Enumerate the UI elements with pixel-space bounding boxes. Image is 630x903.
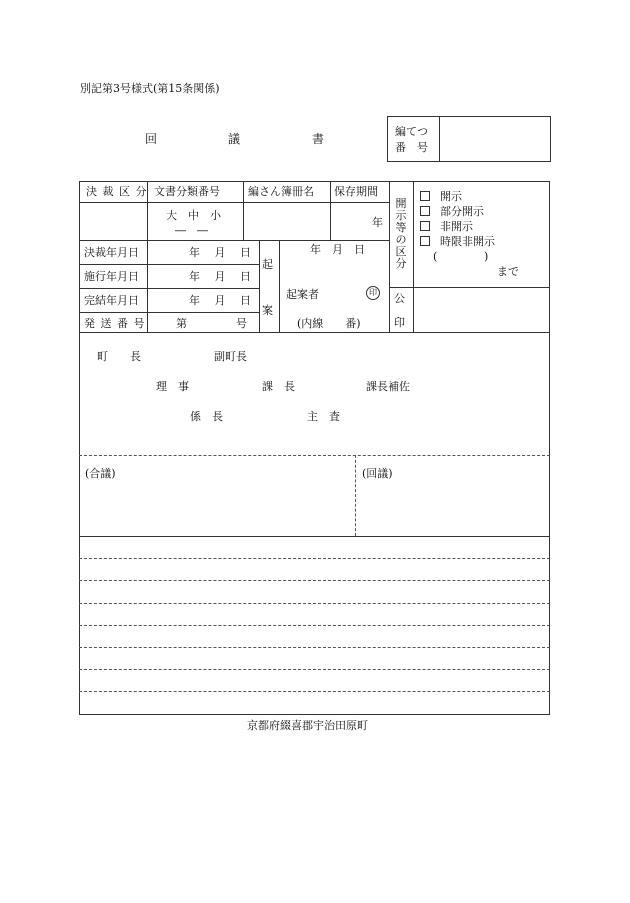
- circulation-label: (回議): [362, 467, 393, 480]
- ruled-line: [79, 580, 550, 581]
- supervisor-label: 主 査: [307, 410, 340, 423]
- paren-open: (: [433, 250, 438, 263]
- send-number-dai: 第: [176, 317, 187, 330]
- checkbox-icon: [420, 221, 430, 231]
- ruled-line: [79, 625, 550, 626]
- title-char-3: 書: [312, 132, 325, 146]
- retention-header: 保存期間: [334, 185, 378, 198]
- send-number-label: 発 送 番 号: [84, 317, 146, 330]
- checkbox-icon: [420, 236, 430, 246]
- option-partial-disclose[interactable]: 部分開示: [420, 205, 484, 218]
- form-label: 別記第3号様式(第15条関係): [80, 82, 220, 95]
- title-char-1: 回: [145, 132, 158, 146]
- mayor-label: 町 長: [97, 350, 141, 363]
- complete-date-label: 完結年月日: [84, 294, 139, 307]
- size-dashes: ― ―: [175, 224, 208, 237]
- ruled-line: [79, 647, 550, 648]
- paren-close: ): [484, 250, 489, 263]
- ruled-line: [79, 558, 550, 559]
- drafter-label: 起案者: [286, 288, 319, 301]
- assistant-chief-label: 課長補佐: [366, 380, 410, 393]
- option-disclose[interactable]: 開示: [420, 190, 462, 203]
- checkbox-icon: [420, 206, 430, 216]
- seal-label: 印: [394, 316, 405, 329]
- ruled-line: [79, 603, 550, 604]
- binding-label-2: 番 号: [395, 141, 428, 154]
- option-non-disclose[interactable]: 非開示: [420, 220, 473, 233]
- decision-date-label: 決裁年月日: [84, 246, 139, 259]
- ruled-line: [79, 691, 550, 692]
- doc-class-number-header: 文書分類番号: [154, 185, 220, 198]
- issuer-label: 京都府綴喜郡宇治田原町: [247, 719, 368, 732]
- retention-year-unit: 年: [372, 216, 383, 229]
- draft-label-1: 起: [262, 258, 273, 271]
- unit-chief-label: 係 長: [190, 410, 223, 423]
- size-label: 大 中 小: [166, 209, 221, 222]
- draft-date: 年 月 日: [310, 243, 365, 256]
- main-form-table: [79, 181, 550, 715]
- joint-consult-label: (合議): [85, 467, 116, 480]
- decision-class-header: 決 裁 区 分: [86, 185, 148, 198]
- checkbox-icon: [420, 191, 430, 201]
- seal-circle-icon: 印: [366, 286, 380, 300]
- draft-label-2: 案: [262, 304, 273, 317]
- public-label: 公: [394, 292, 405, 305]
- enforce-date-label: 施行年月日: [84, 270, 139, 283]
- option-timed-non-disclose[interactable]: 時限非開示: [420, 235, 495, 248]
- section-chief-label: 課 長: [262, 380, 295, 393]
- binding-number-box: [387, 116, 551, 162]
- send-number-go: 号: [236, 317, 247, 330]
- until-label: まで: [497, 265, 519, 278]
- deputy-mayor-label: 副町長: [214, 350, 247, 363]
- binding-label-1: 編てつ: [395, 125, 428, 138]
- disclosure-class-label: 開 示 等 の 区 分: [395, 197, 407, 270]
- title-char-2: 議: [228, 132, 241, 146]
- extension-label: (内線 番): [297, 317, 361, 330]
- book-name-header: 編さん簿冊名: [248, 185, 314, 198]
- director-label: 理 事: [156, 380, 189, 393]
- enforce-date-value: 年 月 日: [189, 270, 251, 283]
- ruled-line: [79, 669, 550, 670]
- complete-date-value: 年 月 日: [189, 294, 251, 307]
- decision-date-value: 年 月 日: [189, 246, 251, 259]
